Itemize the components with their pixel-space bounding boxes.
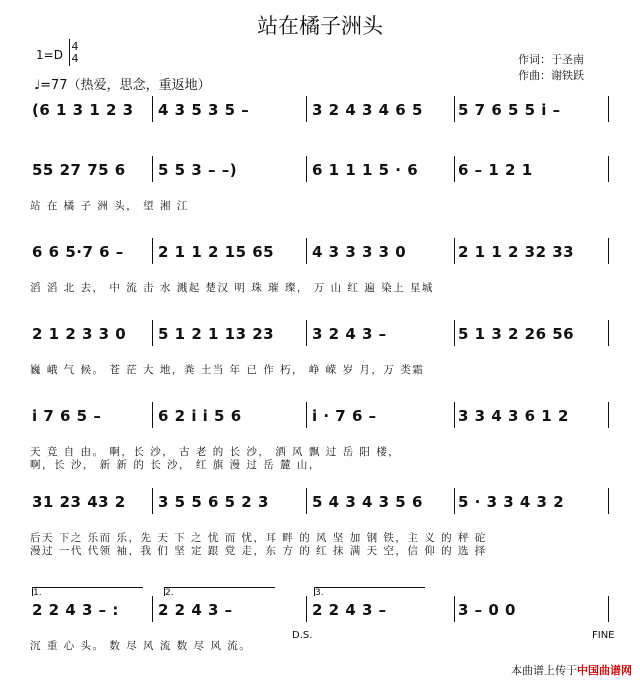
- bar-line: [608, 402, 609, 428]
- bar-line: [152, 96, 153, 122]
- measure-group: 2 2 4 3 – :: [32, 601, 119, 619]
- song-title: 站在橘子洲头: [257, 14, 383, 38]
- measure-group: 6 2 i i 5 6: [158, 407, 242, 425]
- measure-group: 2 2 4 3 –: [312, 601, 387, 619]
- measure-group: 3 2 4 3 –: [312, 325, 387, 343]
- bar-line: [306, 238, 307, 264]
- measure-group: 3 3 4 3 6 1 2: [458, 407, 569, 425]
- bar-line: [306, 488, 307, 514]
- measure-group: 5 4 3 4 3 5 6: [312, 493, 423, 511]
- lyricist: 作词：于圣南: [518, 53, 584, 66]
- fine-sign: FINE: [592, 630, 615, 641]
- bar-line: [152, 488, 153, 514]
- measure-group: 4 3 5 3 5 –: [158, 101, 250, 119]
- measure-group: 5 7 6 5 5 i –: [458, 101, 561, 119]
- volta-2: 2.: [164, 587, 275, 596]
- music-line: [30, 240, 610, 264]
- bar-line: [152, 320, 153, 346]
- score-row: [30, 322, 610, 392]
- time-signature: 4 4: [69, 41, 81, 65]
- lyric-line: 沉 重 心 头。 数 尽 风 流 数 尽 风 流。: [30, 640, 252, 652]
- measure-group: 5 1 2 1 13 23: [158, 325, 275, 343]
- measure-group: 2 2 4 3 –: [158, 601, 233, 619]
- lyric-line: 站 在 橘 子 洲 头， 望 湘 江: [30, 200, 189, 212]
- bar-line: [152, 156, 153, 182]
- bar-line: [454, 596, 455, 622]
- bar-line: [454, 96, 455, 122]
- score-row: [30, 158, 610, 228]
- lyric-line: 啊，长 沙， 新 新 的 长 沙， 红 旗 漫 过 岳 麓 山，: [30, 459, 321, 471]
- lyric-line: 漫过 一代 代领 袖，我 们 坚 定 跟 党 走，东 方 的 红 抹 满 天 空，信 仰 的 选 择: [30, 545, 487, 557]
- bar-line: [454, 320, 455, 346]
- bar-line: [608, 488, 609, 514]
- bar-line: [454, 238, 455, 264]
- music-line: [30, 322, 610, 346]
- measure-group: (6 1 3 1 2 3: [32, 101, 134, 119]
- measure-group: i · 7 6 –: [312, 407, 377, 425]
- bar-line: [152, 402, 153, 428]
- bar-line: [608, 238, 609, 264]
- measure-group: 3 – 0 0: [458, 601, 516, 619]
- measure-group: 6 – 1 2 1: [458, 161, 533, 179]
- measure-group: 5 1 3 2 26 56: [458, 325, 575, 343]
- bar-line: [152, 238, 153, 264]
- measure-group: 4 3 3 3 3 0: [312, 243, 407, 261]
- lyric-line: 巍 峨 气 候。 苍 茫 大 地，粪 土当 年 已 作 朽， 峥 嵘 岁 月，万 类霜: [30, 364, 425, 376]
- measure-group: 2 1 2 3 3 0: [32, 325, 127, 343]
- volta-3: 3.: [314, 587, 425, 596]
- credits: [518, 52, 584, 84]
- measure-group: 2 1 1 2 15 65: [158, 243, 275, 261]
- tempo-marking: ♩=77（热爱，思念，重返地）: [34, 78, 211, 93]
- measure-group: 3 2 4 3 4 6 5: [312, 101, 423, 119]
- bar-line: [152, 596, 153, 622]
- footer-watermark: 本曲谱上传于中国曲谱网: [511, 664, 632, 677]
- score-row: [30, 240, 610, 310]
- music-line: [30, 158, 610, 182]
- bar-line: [608, 96, 609, 122]
- bar-line: [306, 320, 307, 346]
- lyric-line: 天 竞 自 由。 啊，长 沙， 古 老 的 长 沙， 洒 风 飘 过 岳 阳 楼，: [30, 446, 401, 458]
- bar-line: [306, 402, 307, 428]
- bar-line: [608, 596, 609, 622]
- measure-group: 3 5 5 6 5 2 3: [158, 493, 269, 511]
- music-line: [30, 598, 610, 622]
- bar-line: [454, 488, 455, 514]
- bar-line: [608, 156, 609, 182]
- measure-group: i 7 6 5 –: [32, 407, 102, 425]
- composer: 作曲：谢铁跃: [518, 69, 584, 82]
- measure-group: 55 27 75 6: [32, 161, 126, 179]
- lyric-line: 后天 下之 乐而 乐，先 天 下 之 忧 而 忧，耳 畔 的 风 坚 加 钢 铁，主 义 的 秤 砣: [30, 532, 487, 544]
- music-line: [30, 404, 610, 428]
- bar-line: [306, 96, 307, 122]
- bar-line: [306, 596, 307, 622]
- bar-line: [608, 320, 609, 346]
- ds-sign: D.S.: [292, 630, 313, 641]
- measure-group: 5 5 3 – –): [158, 161, 238, 179]
- score-row: [30, 598, 610, 668]
- lyric-line: 滔 滔 北 去， 中 流 击 水 溅起 楚汉 明 珠 璀 璨， 万 山 红 遍 染上 星城: [30, 282, 434, 294]
- measure-group: 31 23 43 2: [32, 493, 126, 511]
- music-line: [30, 490, 610, 514]
- bar-line: [454, 402, 455, 428]
- score-row: [30, 404, 610, 474]
- volta-1: 1.: [32, 587, 143, 596]
- measure-group: 6 1 1 1 5 · 6: [312, 161, 419, 179]
- music-line: [30, 98, 610, 122]
- measure-group: 6 6 5·7 6 –: [32, 243, 124, 261]
- measure-group: 2 1 1 2 32 33: [458, 243, 575, 261]
- key-signature: 1=D: [36, 48, 63, 62]
- bar-line: [306, 156, 307, 182]
- score-row: [30, 490, 610, 560]
- measure-group: 5 · 3 3 4 3 2: [458, 493, 565, 511]
- bar-line: [454, 156, 455, 182]
